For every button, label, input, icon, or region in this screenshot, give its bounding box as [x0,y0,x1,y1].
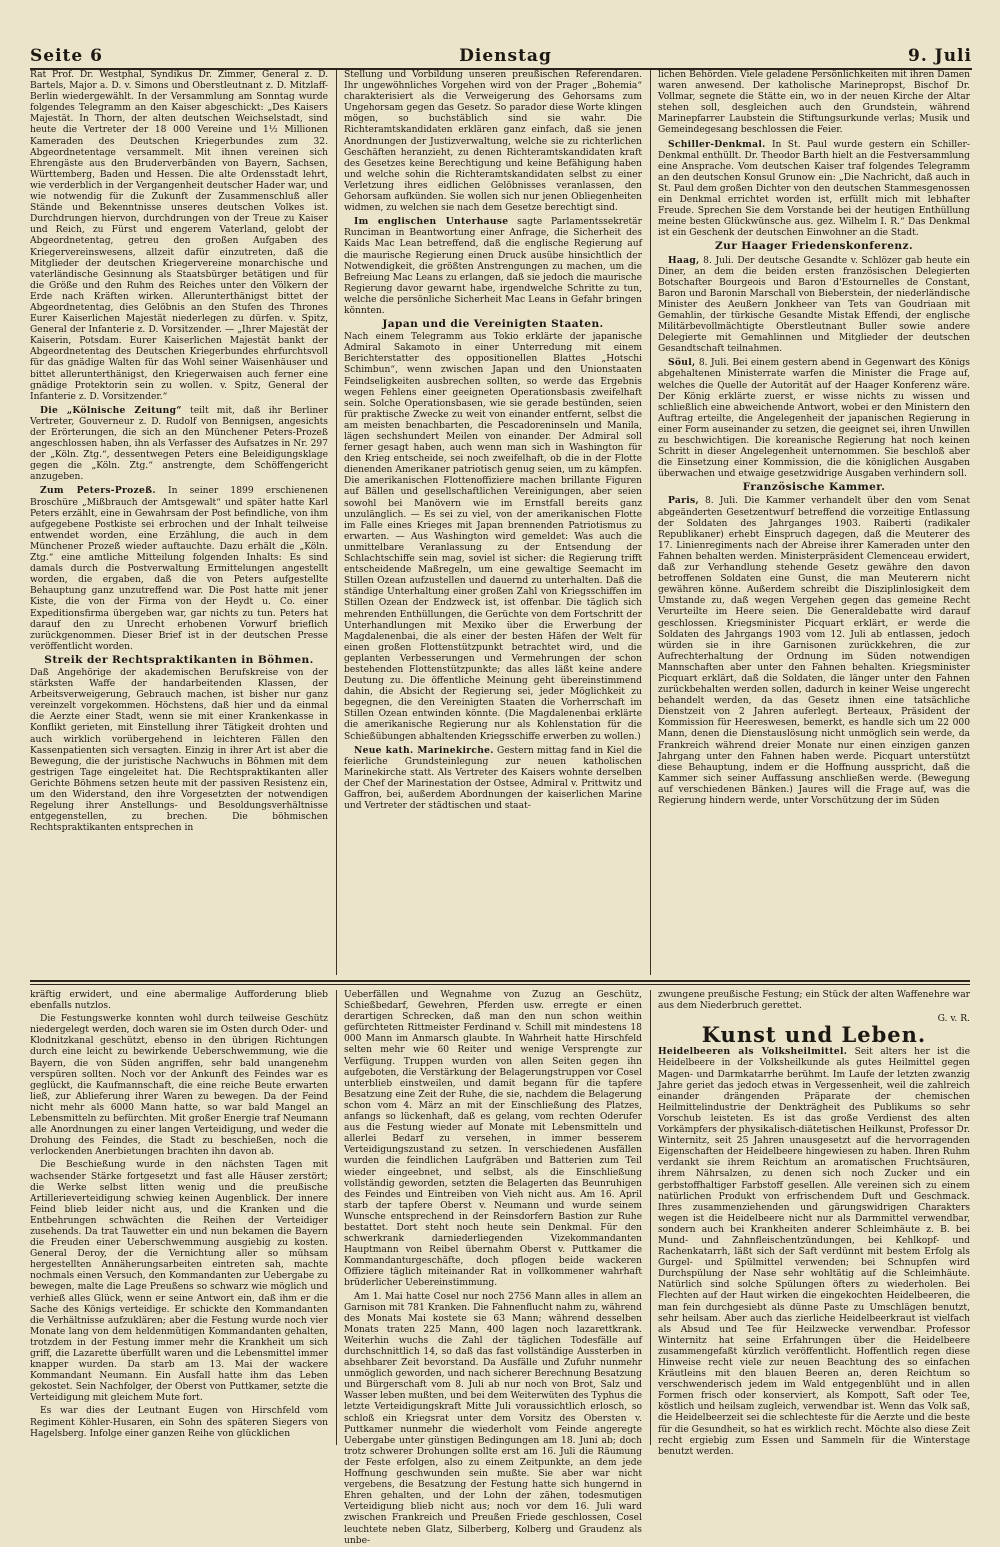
feuilleton-cosel-1: kräftig erwidert, und eine abermalige Aufforderung blieb ebenfalls nutzlos. [30,990,328,1012]
article-peters-prozess: Zum Peters-Prozeß. In seiner 1899 erschienenen Broschüre „Mißbrauch der Amtsgewalt“ und später hatte Karl Peters erzählt, eine in Gewahrsam der Post befindliche, von ihm aufgegebene Postkiste sei erbrochen und der Inhalt teilweise entwendet worden, eine Erzählung, die auch in dem Münchener Prozeß wieder auftauchte. Dazu erhält die „Köln. Ztg.“ eine amtliche Mitteilung folgenden Inhalts: Es sind damals durch die Postverwaltung Ermittelungen angestellt worden, die ergaben, daß die von Peters aufgestellte Behauptung ganz unzutreffend war. Die Post hatte mit jener Kiste, die von der Firma von der Heydt u. Co. einer Expeditionsfirma übergeben war, gar nichts zu tun. Peters hat darauf den zu Unrecht erhobenen Vorwurf brieflich zurückgenommen. Dieser Brief ist in der deutschen Presse veröffentlicht worden. [30,485,328,652]
article-streik: Daß Angehörige der akademischen Berufskreise von der stärksten Waffe der handarbeitenden Klassen, der Arbeitsverweigerung, Gebrauch machen, ist bisher nur ganz vereinzelt vorgekommen. Höchstens, daß hier und da einmal die Aerzte einer Stadt, wenn sie mit einer Krankenkasse in Konflikt gerieten, mit Einstellung ihrer Tätigkeit drohten und auch wirklich vorübergehend in leichteren Fällen den Kassenpatienten sich versagten. Einzig in ihrer Art ist aber die Bewegung, die der juristische Nachwuchs in Böhmen mit dem gestrigen Tage eingeleitet hat. Die Rechtspraktikanten aller Gerichte Böhmens setzen heute mit der passiven Resistenz ein, um den Widerstand, den ihre Vorgesetzten der notwendigen Regelung ihrer Anstellungs- und Besoldungsverhältnisse entgegenstellen, zu brechen. Die böhmischen Rechtspraktikanten entsprechen in [30,667,328,834]
column-divider [336,70,337,975]
article-koelnische-zeitung: Die „Kölnische Zeitung“ teilt mit, daß ihr Berliner Vertreter, Gouverneur z. D. Rudolf von Bennigsen, angesichts der Erörterungen, die sich an den Münchener Peters-Prozeß angeschlossen haben, ihn als Verfasser des Aufsatzes in Nr. 297 der „Köln. Ztg.“, dessentwegen Peters eine Beleidigungsklage gegen die „Köln. Ztg.“ anstrengte, dem Schöffengericht anzugeben. [30,404,328,483]
feuilleton-cosel-end: zwungene preußische Festung; ein Stück der alten Waffenehre war aus dem Niederbruch gerettet. [658,990,970,1012]
article-lead: Söul, [668,357,696,369]
headline-haager-konferenz: Zur Haager Friedenskonferenz. [714,240,914,253]
column-divider [650,990,651,1445]
article-unterhaus: Im englischen Unterhause sagte Parlamentssekretär Runciman in Beantwortung einer Anfrage, die Sicherheit des Kaids Mac Lean betreffend, daß die englische Regierung auf die maurische Regierung einen Druck ausübe hinsichtlich der Notwendigkeit, die größten Anstrengungen zu machen, um die Befreiung Mac Leans zu erlangen, daß sie jedoch die maurische Regierung davor gewarnt habe, irgendwelche Schritte zu tun, welche die persönliche Sicherheit Mac Leans in Gefahr bringen könnten. [344,216,642,316]
page-number: Seite 6 [30,46,103,66]
feuilleton-rule [30,980,970,982]
author-signature: G. v. R. [937,1014,970,1025]
article-marinekirche: Neue kath. Marinekirche. Gestern mittag fand in Kiel die feierliche Grundsteinlegung zur neuen katholischen Marinekirche statt. Als Vertreter des Kaisers wohnte derselben der Chef der Marinestation der Ostsee, Admiral v. Prittwitz und Gaffron, bei, außerdem Abordnungen der kaiserlichen Marine und Vertreter der städtischen und staat- [344,744,642,812]
article-lead: Zum Peters-Prozeß. [40,485,156,497]
column-1 [30,70,328,975]
issue-date: 9. Juli [907,46,972,66]
article-lead: Haag, [668,254,700,266]
article-lead: Schiller-Denkmal. [668,138,766,150]
article-lead: Die „Kölnische Zeitung“ [40,404,182,416]
column-2 [344,70,642,975]
column-6 [658,990,971,1457]
feuilleton-cosel-3: Die Beschießung wurde in den nächsten Tagen mit wachsender Stärke fortgesetzt und fast alle Häuser zerstört; die Werke selbst litten wenig und die preußische Artillerieverteidigung schwieg keinen Augenblick. Der innere Feind blieb leider nicht aus, und die Kranken und die Entbehrungen schwächten die Reihen der Verteidiger zusehends. Da trat Tauwetter ein und nun bekamen die Bayern die Freuden einer Ueberschwemmung ausgiebig zu kosten. General Deroy, der die Vernichtung aller so mühsam hergestellten Annäherungsarbeiten eintreten sah, machte nochmals einen Versuch, den Kommandanten zur Uebergabe zu bewegen, malte die Lage Preußens so schwarz wie möglich und verhieß alles Glück, wenn er seine Antwort ein, daß ihm er die Sache des Königs verteidige. Er schickte den Kommandanten die Verhältnisse aufzuklären; aber die Festung wurde noch vier Monate lang von dem heldenmütigen Kommandanten gehalten, trotzdem in der Festung immer mehr die Krankheit um sich griff, die Lazarette überfüllt waren und die Lebensmittel immer knapper wurden. Da starb am 13. Mai der wackere Kommandant Neumann. Ein Ausfall hatte ihm das Leben gekostet. Sein Nachfolger, der Oberst von Puttkamer, setzte die Verteidigung mit gleichem Mute fort. [30,1160,328,1404]
article-paris: Paris, 8. Juli. Die Kammer verhandelt über den vom Senat abgeänderten Gesetzentwurf betreffend die vorzeitige Entlassung der Soldaten des Jahrganges 1903. Raiberti (radikaler Republikaner) erhebt Einspruch dagegen, daß die Meuterer des 17. Linienregiments nach der Abreise ihrer Kameraden unter den Fahnen behalten werden. Ministerpräsident Clemenceau erwidert, daß zur Verhandlung stehende Gesetz gewähre den davon betroffenen Soldaten eine Gunst, die man Meuterern nicht gewähren könne. Außerdem schreibt die Disziplinlosigkeit dem Umstande zu, daß wegen Vergehen gegen das gemeine Recht Verurteilte im Heere seien. Die Generaldebatte wird darauf geschlossen. Kriegsminister Picquart erklärt, er werde die Soldaten des Jahrgangs 1903 vom 12. Juli ab entlassen, jedoch würden sie in ihre Garnisonen zurückkehren, die zur Aufrechterhaltung der Ordnung im Süden notwendigen Mannschaften aber unter den Fahnen behalten. Kriegsminister Picquart erklärt, daß die Soldaten, die länger unter den Fahnen zurückbehalten werden sollen, dadurch in keiner Weise ungerecht behandelt werden, da das Gesetz ihnen eine tatsächliche Dienstzeit von 2 Jahren auferlegt. Berteaux, Präsident der Kommission für Heereswesen, bemerkt, es handle sich um 22 000 Mann, denen die Dienstauslösung nicht unmöglich sein werde, da Frankreich während dreier Monate nur einen einzigen ganzen Jahrgang unter den Fahnen haben werde. Picquart unterstützt diese Behauptung, indem er die Hoffnung ausspricht, daß die Kammer sich seiner Auffassung anschließen werde. (Bewegung auf verschiedenen Bänken.) Jaures will die Frage auf, was die Regierung hindern werde, unter Vorschützung der im Süden [658,495,970,806]
running-head [30,40,972,70]
article-kriegerbund: Rat Prof. Dr. Westphal, Syndikus Dr. Zimmer, General z. D. Bartels, Major a. D. v. Simons und Oberstleutnant z. D. Mitzlaff-Berlin wiedergewählt. In der Versammlung am Sonntag wurde folgendes Telegramm an den Kaiser abgeschickt: „Des Kaisers Majestät. In Thorn, der alten deutschen Weichselstadt, sind heute die Vertreter der 18 000 Vereine und 1½ Millionen Kameraden des Deutschen Kriegerbundes zum 32. Abgeordnetentage versammelt. Mit ihnen vereinen sich Ehrengäste aus den Bruderverbänden von Bayern, Sachsen, Württemberg, Baden und Hessen. Die alte Ordensstadt lehrt, wie verderblich in der Vergangenheit deutscher Hader war, und wie notwendig für die Zukunft der Zusammenschluß aller Stände und Bekenntnisse unseres deutschen Volkes ist. Durchdrungen hiervon, durchdrungen von der Treue zu Kaiser und Reich, zu Fürst und engerem Vaterland, gelobt der Abgeordnetentag, getreu den großen Aufgaben des Kriegervereinswesens, allzeit dafür einzutreten, daß die Mitglieder der deutschen Kriegervereine monarchische und vaterländische Gesinnung als Staatsbürger betätigen und für die Größe und den Ruhm des Reiches unter den Völkern der Erde nach Kräften wirken. Allerunterthänigst bittet der Abgeordnetentag, dies Gelöbnis an den Stufen des Thrones Eurer Kaiserlichen Majestät niederlegen zu dürfen. v. Spitz, General der Infanterie z. D. Vorsitzender. — „Ihrer Majestät der Kaiserin, Potsdam. Eurer Kaiserlichen Majestät bankt der Abgeordnetentag des Deutschen Kriegerbundes ehrfurchtsvoll für das gnädige Walten für das Wohl seiner Waisenhäuser und bittet allerunterthänigst, den Kriegerwaisen auch ferner eine gnädige Protektorin sein zu wollen. v. Spitz, General der Infanterie z. D. Vorsitzender.“ [30,70,328,402]
article-rechtspraktikanten-cont: Stellung und Vorbildung unseren preußischen Referendaren. Ihr ungewöhnliches Vorgehen wird von der Prager „Bohemia“ charakterisiert als die Verweigerung des Gehorsams zum Ungehorsam gegen das Gesetz. So parador diese Worte klingen mögen, so buchstäblich sind sie wahr. Die Richteramtskandidaten erklären ganz einfach, daß sie jenen Anordnungen der Justizverwaltung, welche sie zu richterlichen Geschäften heranzieht, zu denen Richteramtskandidaten kraft des Gesetzes keine Berechtigung und keine Befähigung haben und welche sohin die Richteramtskandidaten selbst zu einer Verletzung ihres eidlichen Gelöbnisses veranlassen, den Gehorsam aufkünden. Sie wollen sich nur jenen Obliegenheiten widmen, zu welchen sie nach dem Gesetze berechtigt sind. [344,70,642,214]
article-haag: Haag, 8. Juli. Der deutsche Gesandte v. Schlözer gab heute ein Diner, an dem die beiden ersten französischen Delegierten Botschafter Bourgeois und Baron d'Estournelles de Constant, Baron und Baronin Marschall von Bieberstein, der niederländische Minister des Aeußern Jonkheer van Tets van Goudriaan mit Gemahlin, der türkische Gesandte Mistak Effendi, der englische Militärbevollmächtigte Oberstleutnant Buller sowie andere Delegierte mit Gemahlinnen und Mitglieder der deutschen Gesandtschaft teilnahmen. [658,254,970,355]
headline-franzoesische-kammer: Französische Kammer. [742,481,886,494]
article-marinekirche-cont: lichen Behörden. Viele geladene Persönlichkeiten mit ihren Damen waren anwesend. Der katholische Marinepropst, Bischof Dr. Vollmar, segnete die Stätte ein, wo in der neuen Kirche der Altar stehen soll, desgleichen auch den Grundstein, während Marinepfarrer Laubstein die Stiftungsurkunde verlas; Musik und Gemeindegesang beschlossen die Feier. [658,70,970,136]
feuilleton-cosel-5: Ueberfällen und Wegnahme von Zuzug an Geschütz, Schießbedarf, Gewehren, Pferden usw. erregte er einen derartigen Schrecken, daß man den nun schon weithin gefürchteten Rittmeister Ferdinand v. Schill mit mindestens 18 000 Mann im Anmarsch glaubte. In Wahrheit hatte Hirschfeld selten mehr wie 60 Reiter und wenige Versprengte zur Verfügung. Truppen wurden von allen Seiten gegen ihn aufgeboten, die Verstärkung der Belagerungstruppen vor Cosel unterblieb einstweilen, und damit begann für die tapfere Besatzung eine Zeit der Ruhe, die sie, nachdem die Belagerung schon vom 4. März an mit der Einschließung des Platzes, anfangs so lückenhaft, daß es gelang, vom rechten Oderufer aus die Festung wieder auf Monate mit Lebensmitteln und allerlei Bedarf zu versehen, in immer besserem Verteidigungszustand zu setzen. In verschiedenen Ausfällen wurden die feindlichen Laufgräben und Batterien zum Teil wieder eingeebnet, und selbst, als die Einschließung vollständig geworden, setzten die Belagerten das Beunruhigen des Feindes und Eintreiben von Vieh nicht aus. Am 16. April starb der tapfere Oberst v. Neumann und wurde seinem Wunsche entsprechend in der Reinsdorfern Bastion zur Ruhe bestattet. Dort steht noch heute sein Denkmal. Für den schwerkrank darniederliegenden Vizekommandanten Hauptmann von Reibel übernahm Oberst v. Puttkamer die Kommandanturgeschäfte, doch pflogen beide wackeren Offiziere täglich miteinander Rat in vollkommener wahrhaft brüderlicher Uebereinstimmung. [344,990,642,1289]
article-lead: Im englischen Unterhause [354,216,509,228]
article-lead: Paris, [668,495,699,507]
column-4 [30,990,328,1445]
section-title-kunst-und-leben: Kunst und Leben. [701,1022,927,1048]
feuilleton-rule [30,984,970,985]
column-divider [650,70,651,975]
headline-streik: Streik der Rechtspraktikanten in Böhmen. [44,653,314,666]
article-heidelbeeren: Heidelbeeren als Volksheilmittel. Seit alters her ist die Heidelbeere in der Volksheilkunde als gutes Heilmittel gegen Magen- und Darmkatarrhe berühmt. Im Laufe der letzten zwanzig Jahre geriet das jedoch etwas in Vergessenheit, weil die zahlreich einander drängenden Präparate der chemischen Heilmittelindustrie der Denkträgheit des Publikums so sehr Vorschub leisteten. Es ist das große Verdienst des alten Vorkämpfers der physikalisch-diätetischen Heilkunst, Professor Dr. Winternitz, seit 25 Jahren unausgesetzt auf die hervorragenden Eigenschaften der Heidelbeere hingewiesen zu haben. Ihren Ruhm verdankt sie ihrem Reichtum an aromatischen Fruchtsäuren, ihrem Nährsalzen, zu denen sich noch Zucker und ein gerbstoffhaltiger Farbstoff gesellen. Alle vereinen sich zu einem natürlichen Produkt von erfrischendem Duft und Geschmack. Ihres zusammenziehenden und gärungswidrigen Charakters wegen ist die Heidelbeere nicht nur als Darmmittel verwendbar, sondern auch bei Krankheiten anderer Schleimhäute z. B. bei Mund- und Zahnfleischentzündungen, bei Kehlkopf- und Rachenkatarrh, läßt sich der Saft verdünnt mit bestem Erfolg als Gurgel- und Spülmittel verwenden; bei Schnupfen wird Durchspülung der Nase sehr wohltätig auf die Schleimhäute. Natürlich sind solche Spülungen öfters zu wiederholen. Bei Flechten auf der Haut wirken die eingekochten Heidelbeeren, die man fein durchgesiebt als dünne Paste zu Umschlägen benutzt, sehr heilsam. Aber auch das zierliche Heidelbeerkraut ist vielfach als Absud und Tee für Heilzwecke verwendbar. Professor Winternitz hat seine Erfahrungen über die Heidelbeere zusammengefaßt kürzlich veröffentlicht. Hoffentlich regen diese Hinweise recht viele zur neuen Beachtung des so einfachen Kräutleins mit den blauen Beeren an, deren Reichtum so verschwenderisch jedem im Wald entgegenblüht und in allen Formen frisch oder konserviert, als Kompott, Saft oder Tee, köstlich und heilsam zugleich, verwendbar ist. Wenn das Volk saß, die Heidelbeerzeit sei die schlechteste für die Aerzte und die beste für die Gesundheit, so hat es wirklich recht. Möchte also diese Zeit recht ergiebig zum Essen und Sammeln für die Winterstage benutzt werden. [658,1046,971,1457]
column-divider [336,990,337,1445]
article-lead: Neue kath. Marinekirche. [354,744,494,756]
column-5 [344,990,642,1546]
weekday: Dienstag [459,46,552,66]
headline-japan: Japan und die Vereinigten Staaten. [382,318,604,331]
article-schiller-denkmal: Schiller-Denkmal. In St. Paul wurde gestern ein Schiller-Denkmal enthüllt. Dr. Theodor Barth hielt an die Festversammlung eine Ansprache. Vom deutschen Kaiser traf folgendes Telegramm an den deutschen Konsul Grunow ein: „Die Nachricht, daß auch in St. Paul dem großen Dichter von den deutschen Stammesgenossen ein Denkmal errichtet worden ist, erfüllt mich mit lebhafter Freude. Sprechen Sie dem Vorstande bei der heutigen Enthüllung meine besten Glückwünsche aus. gez. Wilhelm I. R.“ Das Denkmal ist ein Geschenk der deutschen Einwohner an die Stadt. [658,138,970,239]
article-lead: Heidelbeeren als Volksheilmittel. [658,1046,848,1058]
feuilleton-cosel-2: Die Festungswerke konnten wohl durch teilweise Geschütz niedergelegt werden, doch waren sie im Osten durch Oder- und Klodnitzkanal geschützt, ebenso in den übrigen Richtungen durch eine leicht zu bewirkende Ueberschwemmung, wie die Bayern, die von Süden angriffen, sehr bald unangenehm verspüren sollten. Noch vor der Ankunft des Feindes war es geglückt, die Kaufmannschaft, die eine reiche Beute erwarten ließ, zur Ablieferung ihrer Waren zu bewegen. Da der Feind nicht mehr als 6000 Mann hatte, so war bald Mangel an Lebensmitteln zu befürchten. Mit großer Energie traf Neumann alle Anordnungen zu einer langen Verteidigung, und weder die Drohung des Feindes, die Stadt zu beschießen, noch die verlockenden Anerbietungen brachten ihn davon ab. [30,1014,328,1158]
article-soeul: Söul, 8. Juli. Bei einem gestern abend in Gegenwart des Königs abgehaltenen Ministerrate warfen die Minister die Frage auf, welches die Quelle der Autorität auf der Haager Konferenz wäre. Der König erklärte zuerst, er wisse nichts zu wissen und schließlich eine abweichende Antwort, wobei er den Ministern den Auftrag erteilte, die Angelegenheit der japanischen Regierung in einer Form auseinander zu setzen, die geeignet sei, ihren Unwillen zu beschwichtigen. Die koreanische Regierung hat noch keinen Schritt in dieser Angelegenheit unternommen. Sie beschloß aber die Einsetzung einer Kommission, die die königlichen Ausgaben überwachen und etwaige gesetzwidrige Ausgaben verhindern soll. [658,357,970,480]
feuilleton-cosel-4: Es war dies der Leutnant Eugen von Hirschfeld vom Regiment Köhler-Husaren, ein Sohn des späteren Siegers von Hagelsberg. Infolge einer ganzen Reihe von glücklichen [30,1406,328,1439]
column-3 [658,70,970,975]
feuilleton-cosel-6: Am 1. Mai hatte Cosel nur noch 2756 Mann alles in allem an Garnison mit 781 Kranken. Die Fahnenflucht nahm zu, während des Monats Mai kostete sie 63 Mann; während desselben Monats traten 225 Mann, 400 lagen noch lazarettkrank. Weiterhin wuchs die Zahl der täglichen Todesfälle auf durchschnittlich 14, so daß das fast vollständige Aussterben in absehbarer Zeit bevorstand. Da Ausfälle und Zufuhr nunmehr unmöglich geworden, und nach sicherer Berechnung Besatzung und Bürgerschaft vom 8. Juli ab nur noch von Brot, Salz und Wasser leben mußten, und bei dem Weiterwüten des Typhus die letzte Verteidigungskraft Mitte Juli voraussichtlich erlosch, so schloß ein Kriegsrat unter dem Vorsitz des Obersten v. Puttkamer nunmehr die wiederholt vom Feinde angeregte Uebergabe unter günstigen Bedingungen am 18. Juni ab; doch trotz schwerer Drohungen sollte erst am 16. Juli die Räumung der Feste erfolgen, also zu einem Zeitpunkte, an dem jede Hoffnung geschwunden sein mußte. Sie aber war nicht vergebens, die Besatzung der Festung hatte sich hungernd in Ehren gehalten, und der Lohn der zähen, todesmutigen Verteidigung blieb nicht aus; noch vor dem 16. Juli ward zwischen Frankreich und Preußen Friede geschlossen, Cosel leuchtete neben Glatz, Silberberg, Kolberg und Graudenz als unbe- [344,1291,642,1546]
article-japan: Nach einem Telegramm aus Tokio erklärte der japanische Admiral Sakamoto in einer Unterredung mit einem Berichterstatter des oppositionellen Blattes „Hotschi Schimbun“, wenn zwischen Japan und den Unionstaaten Feindseligkeiten ausbrechen sollten, so werde das Ergebnis wegen Fehlens einer geeigneten Operationsbasis zweifelhaft sein. Solche Operationsbasen, wie sie gerade bestünden, seien für praktische Zwecke zu weit von einander entfernt, selbst die am meisten benachbarten, die Pescadoreninseln und Manila, lägen sechshundert Meilen von einander. Der Admiral soll ferner gesagt haben, auch wenn man sich in Washington für den Krieg entscheide, sei noch zweifelhaft, ob die in der Flotte dienenden Amerikaner patriotisch genug seien, um zu kämpfen. Die amerikanischen Flottenoffiziere machen brillante Figuren auf Bällen und gesellschaftlichen Vereinigungen, aber seien sowohl bei Manövern wie im Ernstfall bereits ganz unzulänglich. — Es sei zu viel, von der amerikanischen Flotte im Falle eines Krieges mit Japan brennenden Patriotismus zu erwarten. — Aus Washington wird gemeldet: Was auch die unmittelbare Veranlassung zu der Entsendung der Schlachtschiffe sein mag, soviel ist sicher: die Regierung trifft entscheidende Maßregeln, um eine gewaltige Seemacht im Stillen Ozean aufzustellen und dauernd zu unterhalten. Daß die ständige Unterhaltung einer großen Zahl von Kriegsschiffen im Stillen Ozean der Endzweck ist, ist offenbar. Die täglich sich mehrenden Enthüllungen, die Gerüchte von dem Fortschritt der Unterhandlungen mit Mexiko über die Erwerbung der Magdalenenbai, die als einer der besten Häfen der Welt für einen großen Flottenstützpunkt betrachtet wird, und die geplanten Verbesserungen und Vermehrungen der schon bestehenden Flottenstützpunkte; das alles läßt keine andere Deutung zu. Die öffentliche Meinung geht übereinstimmend dahin, die Absicht der Regierung sei, jeder Möglichkeit zu begegnen, die den Vereinigten Staaten die Vorherrschaft im Stillen Ozean entwinden könnte. (Die Magdalenenbai erklärte die amerikanische Regierung nur als Kohlenstation für die Schießübungen abhaltenden Kriegsschiffe erwerben zu wollen.) [344,332,642,742]
